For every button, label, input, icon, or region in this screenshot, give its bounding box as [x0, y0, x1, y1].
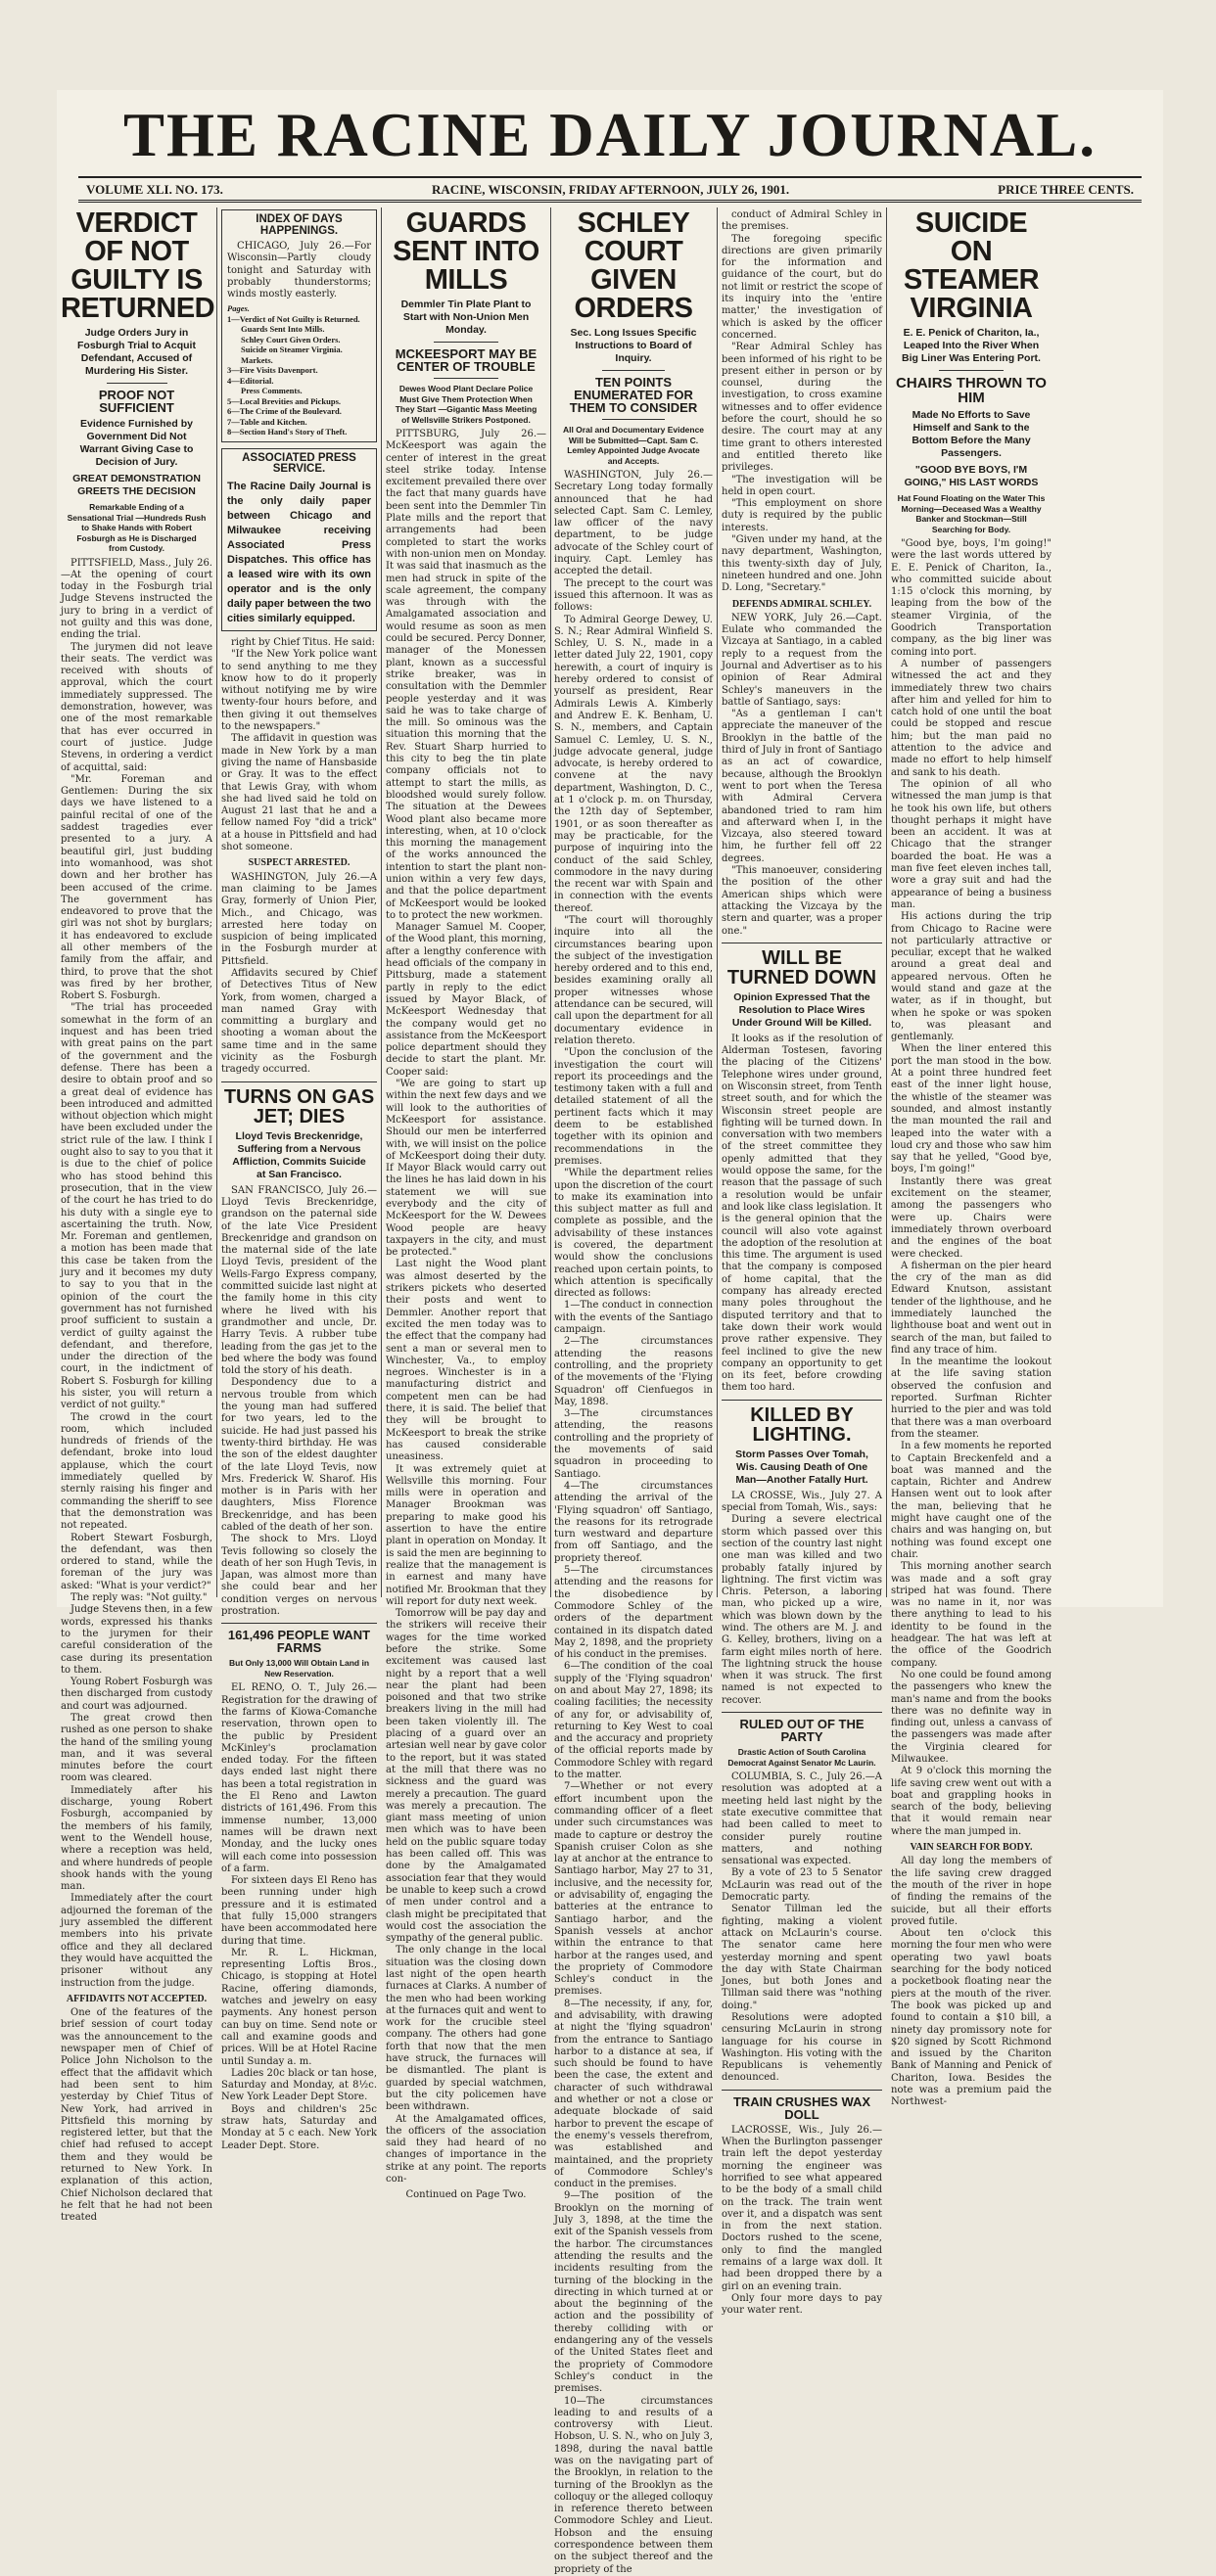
deck-farms: But Only 13,000 Will Obtain Land in New Reservation.	[228, 1658, 370, 1679]
associated-press-box	[221, 448, 377, 631]
article-guards-body	[386, 429, 546, 2202]
paragraph: Judge Stevens then, in a few words, expressed his thanks to the jurymen for their careful consideration of the case during its presentation to them.	[61, 1604, 212, 1676]
paragraph: 3—The circumstances attending, the reasons controlling and the propriety of the movements of said squadron in proceeding to Santiago.	[554, 1408, 713, 1480]
paragraph: This morning another search was made and a soft gray striped hat was found. There was no name in it, nor was there anything to lead to his identity to be found in the headgear. The hat was left at the office of the Goodrich company.	[891, 1561, 1052, 1669]
paragraph: Senator Tillman led the fighting, making a violent attack on McLaurin's course. The senator came here yesterday morning and spent the day with State Chairman Jones, but both Jones and Tillman said there was "nothing doing."	[722, 1904, 882, 2011]
price: PRICE THREE CENTS.	[998, 182, 1134, 197]
paragraph: Manager Samuel M. Cooper, of the Wood plant, this morning, after a lengthy conference with head officials of the company in Pittsburg, made a statement partly in reply to the edict issued by Mayor Black, of McKeesport Wednesday that the company would get no assistance from the McKeesport police department should they decide to start the plant. Mr. Cooper said:	[386, 922, 546, 1078]
paragraph: 4—The circumstances attending the arrival of the 'Flying squadron' off Santiago, the reasons for its retrograde turn westward and departure from off Santiago, and the propriety thereof.	[554, 1480, 713, 1564]
place-and-date: RACINE, WISCONSIN, FRIDAY AFTERNOON, JULY 26, 1901.	[431, 182, 790, 197]
paragraph: WASHINGTON, July 26.—A man claiming to be James Gray, formerly of Union Pier, Mich., and Chicago, was arrested here today on suspicion of being implicated in the Fosburgh murder at Pittsfield.	[221, 871, 377, 967]
deck-verdict-4: Remarkable Ending of a Sensational Trial —Hundreds Rush to Shake Hands with Robert Fosburgh as He is Discharged from Custody.	[67, 502, 207, 553]
divider	[722, 2090, 882, 2091]
headline-proof: PROOF NOT SUFFICIENT	[98, 388, 175, 415]
masthead-rule-bottom	[78, 200, 1142, 203]
index-item: Schley Court Given Orders.	[241, 334, 341, 345]
paragraph: Young Robert Fosburgh was then discharged from custody and court was adjourned.	[61, 1677, 212, 1712]
divider	[939, 370, 1004, 371]
paragraph: "We are going to start up within the next few days and we will look to the authorities of McKeesport for assistance. Should our men be interferred with, we will insist on the police of McKeesport doing their duty. If Mayor Black would carry out the lines he has laid down in his statement we will sue everybody and the city of McKeesport for the W. Dewees Wood people are heavy taxpayers in the city, and must be protected."	[386, 1079, 546, 1259]
paragraph: To Admiral George Dewey, U. S. N.; Rear Admiral Winfield S. Schley, U. S. N., made in a letter dated July 22, 1901, copy herewith, a court of inquiry is hereby ordered to consist of yourself as president, Rear Admirals Lewis A. Kimberly and Andrew E. K. Benham, U. S. N., members, and Captain Samuel C. Lemley, U. S. N., judge advocate general, judge advocate, is hereby ordered to convene at the navy department, Washington, D. C., at 1 o'clock p. m. on Thursday, the 12th day of September, 1901, or as soon thereafter as may be practicable, for the purpose of inquiring into the conduct of the said Schley, commodore in the navy during the recent war with Spain and in connection with the events thereof.	[554, 614, 713, 914]
paragraph: Immediately after the court adjourned the foreman of the jury assembled the different members into his private office and they all declared they would have acquitted the prisoner without any instruction from the judge.	[61, 1893, 212, 1989]
paragraph: The reply was: "Not guilty."	[70, 1592, 208, 1604]
index-pages-label: Pages.	[227, 303, 250, 314]
headline-chairs: CHAIRS THROWN TO HIM	[896, 375, 1047, 406]
masthead: THE RACINE DAILY JOURNAL.	[123, 101, 1097, 169]
index-box	[221, 209, 377, 442]
deck-ruled-out: Drastic Action of South Carolina Democrat Against Senator Mc Laurin.	[727, 1747, 876, 1768]
paragraph: A number of passengers witnessed the act and they immediately threw two chairs after him and yelled for him to catch hold of one until the boat could be stopped and rescue him; but the man paid no attention to the advice and made no effort to help himself and sank to his death.	[891, 658, 1052, 778]
paragraph: The foregoing specific directions are given primarily for the information and guidance of the court, but do not limit or restrict the scope of its inquiry into the 'entire matter,' the investigation of which is asked by the officer concerned.	[722, 233, 882, 341]
associated-press-notice: The Racine Daily Journal is the only daily paper between Chicago and Milwaukee receiving Associated Press Dispatches. This office has a leased wire with its own operator and is the only daily paper between the two cities similarly equipped.	[227, 480, 371, 624]
paragraph: 7—Whether or not every effort incumbent upon the commanding officer of a fleet under such circumstances was made to capture or destroy the Spanish cruiser Colon as she lay at anchor at the entrance to Santiago harbor, May 27 to 31, inclusive, and the necessity for, or advisability of, engaging the batteries at the entrance to Santiago harbor, and the Spanish vessels at anchor within the entrance to that harbor at the ranges used, and the propriety of Commodore Schley's conduct in the premises.	[554, 1781, 713, 1998]
paragraph: 5—The circumstances attending and the reasons for the disobedience by Commodore Schley of the orders of the department contained in its dispatch dated May 2, 1898, and the propriety of his conduct in the premises.	[554, 1565, 713, 1661]
article-ruled-out-body	[722, 1771, 882, 2085]
paragraph: 9—The position of the Brooklyn on the morning of July 3, 1898, at the time the exit of the Spanish vessels from the harbor. The circumstances attending the results and the incidents resulting from the turning of the blocking in the directing in which turned at or about the beginning of the action and the possibility of thereby colliding with or endangering any of the vessels of the United States fleet and the propriety of Commodore Schley's conduct in the premises.	[554, 2190, 713, 2395]
article-turned-down-body	[722, 1034, 882, 1395]
paragraph: LACROSSE, Wis., July 26.—When the Burlington passenger train left the depot yesterday morning the engineer was horrified to see what appeared to be the body of a small child on the track. The train went over it, and a dispatch was sent in from the next station. Doctors rushed to the scene, only to find the mangled remains of a large wax doll. It had been dropped there by a girl on an evening train.	[722, 2124, 882, 2292]
headline-suicide: SUICIDE ON STEAMER VIRGINIA	[903, 207, 1040, 324]
paragraph: 2—The circumstances attending the reasons controlling, and the propriety of the movements of the 'Flying Squadron' off Cienfuegos in May, 1898.	[554, 1336, 713, 1407]
advertisement: Boys and children's 25c straw hats, Saturday and Monday at 5 c each. New York Leader Dept. Store.	[221, 2103, 377, 2151]
deck-lightning: Storm Passes Over Tomah, Wis. Causing Death of One Man—Another Fatally Hurt.	[735, 1448, 868, 1486]
paragraph: During a severe electrical storm which passed over this section of the country last night one man was killed and two probably fatally injured by lightning. The first victim was Chris. Peterson, a laboring man, who picked up a wire, which was blown down by the wind. The others are M. J. and G. Kelley, brothers, living on a farm eight miles north of here. The lightning struck the house when it was struck. The first named is not expected to recover.	[722, 1514, 882, 1706]
section-heading: SUSPECT ARRESTED.	[248, 857, 351, 869]
article-verdict-body	[61, 558, 212, 2225]
deck-verdict-1: Judge Orders Jury in Fosburgh Trial to Acquit Defendant, Accused of Murdering His Sister.	[77, 327, 196, 377]
continued-note: Continued on Page Two.	[405, 2189, 527, 2201]
masthead-rule-top	[78, 176, 1142, 178]
deck-schley-1: Sec. Long Issues Specific Instructions to Board of Inquiry.	[570, 327, 697, 364]
column-3	[386, 207, 546, 2201]
column-4	[554, 207, 713, 2575]
paragraph: "Upon the conclusion of the investigation the court will report its proceedings and the testimony taken with a full and detailed statement of all the pertinent facts which it may deem to be established together with its opinion and recommendations in the premises.	[554, 1047, 713, 1167]
headline-ruled-out: RULED OUT OF THE PARTY	[739, 1717, 865, 1745]
deck-suicide-1: E. E. Penick of Chariton, Ia., Leaped Into the River When Big Liner Was Entering Port.	[902, 327, 1041, 364]
paragraph: PITTSFIELD, Mass., July 26.—At the opening of court today in the Fosburgh trial Judge Stevens instructed the jury to bring in a verdict of not guilty and this was done, ending the trial.	[61, 557, 212, 641]
index-item: 1—Verdict of Not Guilty is Returned.	[227, 313, 360, 324]
divider	[434, 378, 498, 379]
paragraph: The great crowd then rushed as one person to shake the hand of the smiling young man, and it was several minutes before the court room was cleared.	[61, 1713, 212, 1784]
index-item: Suicide on Steamer Virginia.	[241, 345, 343, 355]
paragraph: COLUMBIA, S. C., July 26.—A resolution was adopted at a meeting held last night by the state executive committee that had been called to meet to consider purely routine matters, and nothing sensational was expected.	[722, 1771, 882, 1867]
paragraph: "The trial has proceeded somewhat in the form of an inquest and has been tried with great pains on the part of the government and the defense. There has been a desire to obtain proof and so a great deal of evidence has been introduced and admitted without objection which might have been excluded under the strict rule of the law. I think I ought also to say to you that it is due to the chief of police who has stood behind this prosecution, that in the view of the court he has tried to do his duty with a single eye to ascertaining the truth. Now, Mr. Foreman and gentlemen, a motion has been made that this case be taken from the jury and it becomes my duty to say to you that in the opinion of the court the government has not furnished proof sufficient to sustain a verdict of guilty against the defendant, and therefore, under the direction of the court, in the indictment of Robert S. Fosburgh for killing his sister, you will return a verdict of not guilty."	[61, 1002, 212, 1411]
divider	[602, 419, 666, 420]
paragraph: It looks as if the resolution of Alderman Tostesen, favoring the placing of the Citizens' Telephone wires under ground, on Wisconsin street, from Tenth street south, and for which the Wisconsin street people are fighting will be turned down. In conversation with two members of the street committee they openly admitted that they would oppose the same, for the reason that the passage of such a resolution would be unfair and look like class legislation. It is the general opinion that the council will also vote against the adoption of the resolution at this time. The argument is used that the company is composed of home capital, that the company has already erected many poles throughout the disputed territory and that to take down their work would prove rather expensive. They feel inclined to give the new company an opportunity to get on its feet, before crowding them too hard.	[722, 1033, 882, 1394]
paragraph: "Rear Admiral Schley has been informed of his right to be present either in person or by counsel, during the investigation, to cross examine witnesses and to offer evidence before the court, should he so desire. The court may at any time grant to others interested and entitled thereto like privileges.	[722, 342, 882, 474]
paragraph: "This employment on shore duty is required by the public interests.	[722, 498, 882, 533]
divider	[722, 1712, 882, 1713]
paragraph: LA CROSSE, Wis., July 27. A special from Tomah, Wis., says:	[722, 1490, 882, 1514]
section-heading: VAIN SEARCH FOR BODY.	[910, 1842, 1033, 1854]
index-item: 8—Section Hand's Story of Theft.	[227, 427, 348, 437]
paragraph: The shock to Mrs. Lloyd Tevis following so closely the death of her son Hugh Tevis, in Japan, was almost more than she could bear and her condition verges on nervous prostration.	[221, 1534, 377, 1618]
divider	[221, 1081, 377, 1082]
article-schley-body	[554, 470, 713, 2576]
column-1	[61, 207, 215, 2224]
divider	[107, 383, 167, 384]
paragraph: PITTSBURG, July 26.—McKeesport was again the center of interest in the great steel strike today. Intense excitement prevailed there over the fact that many guards have been sent into the Demmler Tin Plate mills and the report that arrangements had been completed to start the works with non-union men on Monday. It was said that inasmuch as the men had struck in spite of the scale agreement, the company was through with the Amalgamated association and would resume as soon as men could be secured. Percy Donner, manager of the Monessen plant, known as a successful strike breaker, was in consultation with the Demmler people yesterday and it was said he was to take charge of the mill. So ominous was the situation this morning that the Rev. Stuart Sharp hurried to this city to beg the tin plate company officials not to attempt to start the mills, as bloodshed would surely follow. The situation at the Dewees Wood plant also became more interesting, when, at 10 o'clock this morning the management of the works announced the intention to start the plant non-union within a very few days, and that the police department of McKeesport would be looked to to protect the new workmen.	[386, 429, 546, 921]
paragraph: conduct of Admiral Schley in the premises.	[722, 209, 882, 233]
paragraph: "While the department relies upon the discretion of the court to make its examination into this subject matter as full and complete as possible, and the advisability of these instances is covered, the department would show the conclusions reached upon certain points, to which attention is specifically directed as follows:	[554, 1168, 713, 1300]
headline-verdict: VERDICT OF NOT GUILTY IS RETURNED	[61, 207, 215, 324]
divider	[221, 1623, 377, 1624]
paragraph: When the liner entered this port the man stood in the bow. At a point three hundred feet east of the inner light house, the whistle of the steamer was sounded, and almost instantly the man mounted the rail and leaped into the water with a loud cry and those who saw him say that he yelled, "Good bye, boys, I'm going!"	[891, 1043, 1052, 1175]
headline-mckeesport: MCKEESPORT MAY BE CENTER OF TROUBLE	[395, 346, 538, 374]
paragraph: NEW YORK, July 26.—Capt. Eulate who commanded the Vizcaya at Santiago, in a cabled reply to a request from the Journal and Advertiser as to his opinion of Rear Admiral Schley's maneuvers in the battle of Santiago, says:	[722, 612, 882, 708]
column-rule	[381, 207, 382, 1597]
headline-wax-doll: TRAIN CRUSHES WAX DOLL	[732, 2093, 871, 2122]
column-2	[221, 209, 377, 2151]
dateline	[86, 182, 1134, 198]
headline-lightning: KILLED BY LIGHTING.	[750, 1403, 854, 1446]
paragraph: Immediately after his discharge, young Robert Fosburgh, accompanied by the members of his family, went to the Wendell house, where a reception was held, and where hundreds of people shook hands with the young man.	[61, 1784, 212, 1893]
headline-guards: GUARDS SENT INTO MILLS	[393, 207, 539, 296]
headline-turned-down: WILL BE TURNED DOWN	[726, 946, 877, 989]
column-rule	[717, 207, 718, 1597]
paragraph: WASHINGTON, July 26.—Secretary Long today formally announced that he had selected Capt. Sam C. Lemley, law officer of the navy department, to be judge advocate of the Schley court of inquiry. Capt. Lemley has accepted the detail.	[554, 470, 713, 577]
paragraph: In a few moments he reported to Captain Breckenfeld and a boat was manned and the captain, Richter and Andrew Hansen went out to look after the man, believing that he might have caught one of the chairs and was hanging on, but nothing was found except one chair.	[891, 1441, 1052, 1560]
paragraph: About ten o'clock this morning the four men who were operating two yawl boats searching for the body noticed a pocketbook floating near the piers at the mouth of the river. The book was picked up and found to contain a $10 bill, a ninety day promissory note for $20 signed by Scott Richmond and issued by the Chariton Bank of Manning and Penick of Chariton, Iowa. Besides the note was a premium paid the Northwest-	[891, 1928, 1052, 2108]
paragraph: One of the features of the brief session of court today was the announcement to the newspaper men of Chief of Police John Nicholson to the effect that the affidavit which had been sent to him yesterday by Chief Titus of New York, had arrived in Pittsfield this morning by registered letter, but that the chief had refused to accept them and they would be returned to New York. In explanation of this action, Chief Nicholson declared that he felt that he had not been treated	[61, 2007, 212, 2224]
article-suicide-body	[891, 538, 1052, 2109]
deck-guards-2: Dewes Wood Plant Declare Police Must Give Them Protection When They Start —Gigantic Mass Meeting of Wellsville Strikers Postponed.	[395, 384, 538, 425]
paragraph: A fisherman on the pier heard the cry of the man as did Edward Knutson, assistant tender of the lighthouse, and he immediately launched the lighthouse boat and went out in search of the man, but failed to find any trace of him.	[891, 1260, 1052, 1356]
paragraph: The affidavit in question was made in New York by a man giving the name of Hansbaside or Gray. It was to the effect that Lewis Gray, with whom she had lived said he told on August 21 last that he and a fellow named Foy "did a trick" at a house in Pittsfield and had shot someone.	[221, 733, 377, 853]
article-fosburgh-continued	[221, 637, 377, 1077]
advertisement: Ladies 20c black or tan hose, Saturday and Monday, at 8½c. New York Leader Dept Store.	[221, 2067, 377, 2103]
deck-suicide-3: "GOOD BYE BOYS, I'M GOING," HIS LAST WORDS	[904, 464, 1039, 488]
paragraph: No one could be found among the passengers who knew the man's name and from the books there was no definite way in finding out, unless a canvass of the passengers was made after the Virginia cleared for Milwaukee.	[891, 1669, 1052, 1765]
paragraph: The jurymen did not leave their seats. The verdict was received with shouts of approval, which the court immediately suppressed. The demonstration, however, was one of the most remarkable that has ever occurred in court of justice. Judge Stevens, in ordering a verdict of acquittal, said:	[61, 641, 212, 773]
paragraph: Last night the Wood plant was almost deserted by the strikers pickets who deserted their posts and went to Demmler. Another report that excited the men today was to the effect that the company had sent a man or several men to Winchester, Va., to employ negroes. Winchester is in a manufacturing district and competent men can be had there, it is said. The belief that they will be brought to McKeesport to break the strike has caused considerable uneasiness.	[386, 1259, 546, 1463]
column-rule	[550, 207, 551, 1597]
paragraph: "As a gentleman I can't appreciate the maneuver of the Brooklyn in the battle of the third of July in front of Santiago as an act of cowardice, because, although the Brooklyn went to port when the Teresa with Admiral Cervera abandoned tried to ram him and afterward when I, in the Vizcaya, also steered toward him, he further fell off 22 degrees.	[722, 709, 882, 864]
article-schley-continued	[722, 209, 882, 938]
paragraph: 8—The necessity, if any, for, and advisability, with drawing at night the 'flying squadron' from the entrance to Santiago harbor to a distance at sea, if such should be found to have been the case, the extent and character of such withdrawal and whether or not a close or adequate blockade of said harbor to prevent the escape of the enemy's vessels therefrom, was established and maintained, and the propriety of Commodore Schley's conduct in the premises.	[554, 1998, 713, 2190]
paragraph: At the Amalgamated offices, the officers of the association said they had heard of no changes of importance in the strike at any point. The reports con-	[386, 2113, 546, 2185]
divider	[602, 370, 666, 371]
paragraph: For sixteen days El Reno has been running under high pressure and it is estimated that fully 15,000 strangers have been accommodated here during that time.	[221, 1875, 377, 1947]
index-item: 4—Editorial.	[227, 375, 274, 386]
paragraph: "The court will thoroughly inquire into all the circumstances bearing upon the subject of the investigation hereby ordered and to this end, besides examining orally all proper witnesses whose attendance can be secured, will call upon the department for all documentary evidence in relation thereto.	[554, 914, 713, 1046]
deck-turned-down: Opinion Expressed That the Resolution to Place Wires Under Ground Will be Killed.	[731, 990, 872, 1029]
paragraph: 1—The conduct in connection with the events of the Santiago campaign.	[554, 1300, 713, 1336]
advertisement: Mr. R. L. Hickman, representing Loftis Bros., Chicago, is stopping at Hotel Racine, offering diamonds, watches and jewelry on easy payments. Any honest person can buy on time. Send note or call and examine goods and prices. Will be at Hotel Racine until Sunday a. m.	[221, 1947, 377, 2067]
column-5	[722, 209, 882, 2317]
article-gas-jet-body	[221, 1185, 377, 1619]
paragraph: "This manoeuver, considering the position of the other American ships which were attacking the Vizcaya by the stern and quarter, was a proper one."	[722, 865, 882, 937]
divider	[722, 1400, 882, 1401]
paragraph: Despondency due to a nervous trouble from which the young man had suffered for two years, led to the suicide. He had just passed his twenty-third birthday. He was the son of the eldest daughter of the late Lloyd Tevis, now Mrs. Frederick W. Sharof. His mother is in Paris with her daughters, Miss Florence Breckenridge, and has been cabled of the death of her son.	[221, 1377, 377, 1533]
column-rule	[216, 207, 217, 1597]
paragraph: 10—The circumstances leading to and results of a controversy with Lieut. Hobson, U. S. N., who on July 3, 1898, during the naval battle was on the navigating part of the Brooklyn, in relation to the turning of the Brooklyn as the colloquy or the alleged colloquy in reference thereto between Commodore Schley and Lieut. Hobson and the ensuing correspondence between them on the subject thereof and the propriety of the	[554, 2395, 713, 2575]
paragraph: "Mr. Foreman and Gentlemen: During the six days we have listened to a painful recital of one of the saddest tragedies ever presented to a jury. A beautiful girl, just budding into womanhood, was shot down and her brother has been accused of the crime. The government has endeavored to prove that the girl was not shot by burglars; it has endeavored to exclude all other members of the family from the affair, and third, to prove that the shot was fired by her brother, Robert S. Fosburgh.	[61, 773, 212, 1002]
paragraph: "Good bye, boys, I'm going!" were the last words uttered by E. E. Penick of Chariton, Ia., who committed suicide about 1:15 o'clock this morning, by leaping from the bow of the steamer Virginia, of the Goodrich Transportation company, as the big liner was coming into port.	[891, 538, 1052, 658]
notice: Only four more days to pay your water rent.	[722, 2292, 882, 2317]
paragraph: right by Chief Titus. He said:	[231, 636, 376, 648]
index-item: 7—Table and Kitchen.	[227, 416, 307, 427]
deck-suicide-4: Hat Found Floating on the Water This Morning—Deceased Was a Wealthy Banker and Stockman—Still Searching for Body.	[897, 493, 1046, 534]
paragraph: "Given under my hand, at the navy department, Washington, this twenty-sixth day of July, nineteen hundred and one. John D. Long, "Secretary."	[722, 534, 882, 594]
associated-press-title: ASSOCIATED PRESS SERVICE.	[242, 451, 356, 476]
paragraph: The only change in the local situation was the closing down last night of the open hearth furnaces at Clarks. A number of the men who had been working at the furnaces quit and went to work for the crucible steel company. The others had gone forth that now that the men have struck, the furnaces will be dismantled. The plant is guarded by special watchmen, but the city policemen have been withdrawn.	[386, 1945, 546, 2113]
paragraph: At 9 o'clock this morning the life saving crew went out with a boat and grappling hooks in search of the body, believing that it would remain near where the man jumped in.	[891, 1766, 1052, 1837]
deck-verdict-2: Evidence Furnished by Government Did Not Warrant Giving Case to Decision of Jury.	[79, 418, 194, 468]
index-item: Markets.	[241, 354, 273, 365]
headline-gas-jet: TURNS ON GAS JET; DIES	[223, 1085, 375, 1127]
paragraph: By a vote of 23 to 5 Senator McLaurin was read out of the Democratic party.	[722, 1867, 882, 1904]
paragraph: EL RENO, O. T., July 26.—Registration for the drawing of the farms of Kiowa-Comanche reservation, thrown open to the public by President McKinley's proclamation ended today. For the fifteen days ended last night there has been a total registration in the El Reno and Lawton districts of 161,496. From this immense number, 13,000 names will be drawn next Monday, and the lucky ones will each come into possession of a farm.	[221, 1682, 377, 1874]
divider	[434, 342, 498, 343]
column-6	[891, 207, 1052, 2108]
paragraph: In the meantime the lookout at the life saving station observed the confusion and reported. Surfman Richter hurried to the pier and was told that there was a man overboard from the steamer.	[891, 1357, 1052, 1440]
deck-gas-jet: Lloyd Tevis Breckenridge, Suffering from a Nervous Affliction, Commits Suicide at San Francisco.	[232, 1129, 366, 1180]
article-wax-doll-body	[722, 2125, 882, 2318]
paragraph: It was extremely quiet at Wellsville this morning. Four mills were in operation and Manager Brookman was preparing to make good his assertion to have the entire plant in operation on Monday. It is said the men are beginning to realize that the management is in earnest and many have notified Mr. Brookman that they will report for duty next week.	[386, 1463, 546, 1607]
paragraph: "The investigation will be held in open court.	[722, 474, 882, 497]
paragraph: 6—The condition of the coal supply of the 'Flying squadron' on and about May 27, 1898; its coaling facilities; the necessity of any for, or advisability of, returning to Key West to coal and the accuracy and propriety of the official reports made by Commodore Schley with regard to the matter.	[554, 1661, 713, 1781]
article-lightning-body	[722, 1491, 882, 1707]
volume-number: VOLUME XLI. NO. 173.	[86, 182, 223, 197]
index-item: Guards Sent Into Mills.	[241, 324, 325, 335]
article-farms-body	[221, 1682, 377, 2152]
paragraph: The opinion of all who witnessed the man jump is that he took his own life, but others thought perhaps it might have been an accident. It was at Chicago that the stranger boarded the boat. He was a man five feet eleven inches tall, wore a gray suit and had the appearance of being a business man.	[891, 778, 1052, 910]
deck-suicide-2: Made No Efforts to Save Himself and Sank to the Bottom Before the Many Passengers.	[912, 409, 1031, 459]
paragraph: All day long the members of the life saving crew dragged the mouth of the river in hope of finding the remains of the suicide, but all their efforts proved futile.	[891, 1856, 1052, 1927]
deck-guards-1: Demmler Tin Plate Plant to Start with Non-Union Men Monday.	[400, 299, 532, 336]
paragraph: Affidavits secured by Chief of Detectives Titus of New York, from women, charged a man named Gray with committing a burglary and shooting a woman about the same time and in the same vicinity as the Fosburgh tragedy occurred.	[221, 968, 377, 1076]
paragraph: "If the New York police want to send anything to me they know how to do it properly without notifying me by wire twenty-four hours before, and then giving it out themselves to the newspapers."	[221, 649, 377, 733]
paragraph: Robert Stewart Fosburgh, the defendant, was then ordered to stand, while the foreman of the jury was asked: "What is your verdict?"	[61, 1532, 212, 1591]
index-item: 5—Local Brevities and Pickups.	[227, 395, 342, 406]
headline-farms: 161,496 PEOPLE WANT FARMS	[227, 1628, 371, 1656]
index-title: INDEX OF DAYS HAPPENINGS.	[256, 213, 343, 237]
newspaper-page	[57, 90, 1163, 2575]
weather-report: CHICAGO, July 26.—For Wisconsin—Partly cloudy tonight and Saturday with probably thunderstorms; winds mostly easterly.	[227, 241, 371, 300]
paragraph: Resolutions were adopted censuring McLaurin in strong language for his course in Washington. His voting with the Republicans is vehemently denounced.	[722, 2012, 882, 2084]
paragraph: His actions during the trip from Chicago to Racine were not particularly attractive or peculiar, except that he walked around a great deal and appeared nervous. Often he would stand and gaze at the water, as if in thought, but when he spoke or was spoken to, was pleasant and gentlemanly.	[891, 911, 1052, 1043]
index-item: 6—The Crime of the Boulevard.	[227, 406, 342, 417]
index-item: Press Comments.	[241, 386, 303, 396]
deck-verdict-3: GREAT DEMONSTRATION GREETS THE DECISION	[72, 473, 201, 497]
paragraph: Tomorrow will be pay day and the strikers will receive their wages for the time worked before the strike. Some excitement was caused last night by a report that a well near the plant had been poisoned and that two strike breakers living in the mill had been taken violently ill. The placing of a guard over an artesian well near by gave color to the report, but it was stated at the mill that there was no sickness and the guard was merely a precaution. The guard was merely a precaution. The giant mass meeting of union men which was to have been held on the public square today has been called off. This was done by the Amalgamated association fear that they would be unable to keep such a crowd of men under control and a clash might be precipitated that would cost the association the sympathy of the general public.	[386, 1608, 546, 1945]
headline-ten-points: TEN POINTS ENUMERATED FOR THEM TO CONSIDER	[569, 375, 698, 415]
paragraph: Instantly there was great excitement on the steamer, among the passengers who were up. Chairs were immediately thrown overboard and the engines of the boat were checked.	[891, 1175, 1052, 1260]
section-heading: DEFENDS ADMIRAL SCHLEY.	[731, 598, 872, 610]
section-heading: AFFIDAVITS NOT ACCEPTED.	[66, 1993, 208, 2004]
paragraph: SAN FRANCISCO, July 26.—Lloyd Tevis Breckenridge, grandson on the paternal side of the late Vice President Breckenridge and grandson on the maternal side of the late Lloyd Tevis, president of the Wells-Fargo Express company, committed suicide last night at the family home in this city where he lived with his grandmother and uncle, Dr. Harry Tevis. A rubber tube leading from the gas jet to the bed where the body was found told the story of his death.	[221, 1184, 377, 1377]
paragraph: The precept to the court was issued this afternoon. It was as follows:	[554, 577, 713, 614]
index-item: 3—Fire Visits Davenport.	[227, 365, 318, 376]
headline-schley: SCHLEY COURT GIVEN ORDERS	[574, 207, 693, 324]
deck-schley-2: All Oral and Documentary Evidence Will be Submitted—Capt. Sam C. Lemley Appointed Judge Avocate and Accepts.	[562, 425, 705, 466]
index-list	[227, 314, 371, 437]
paragraph: The crowd in the court room, which included hundreds of friends of the defendant, broke into loud applause, which the court immediately quelled by sternly raising his finger and commanding the sheriff to see that the demonstration was not repeated.	[61, 1411, 212, 1532]
column-rule	[886, 207, 887, 1597]
